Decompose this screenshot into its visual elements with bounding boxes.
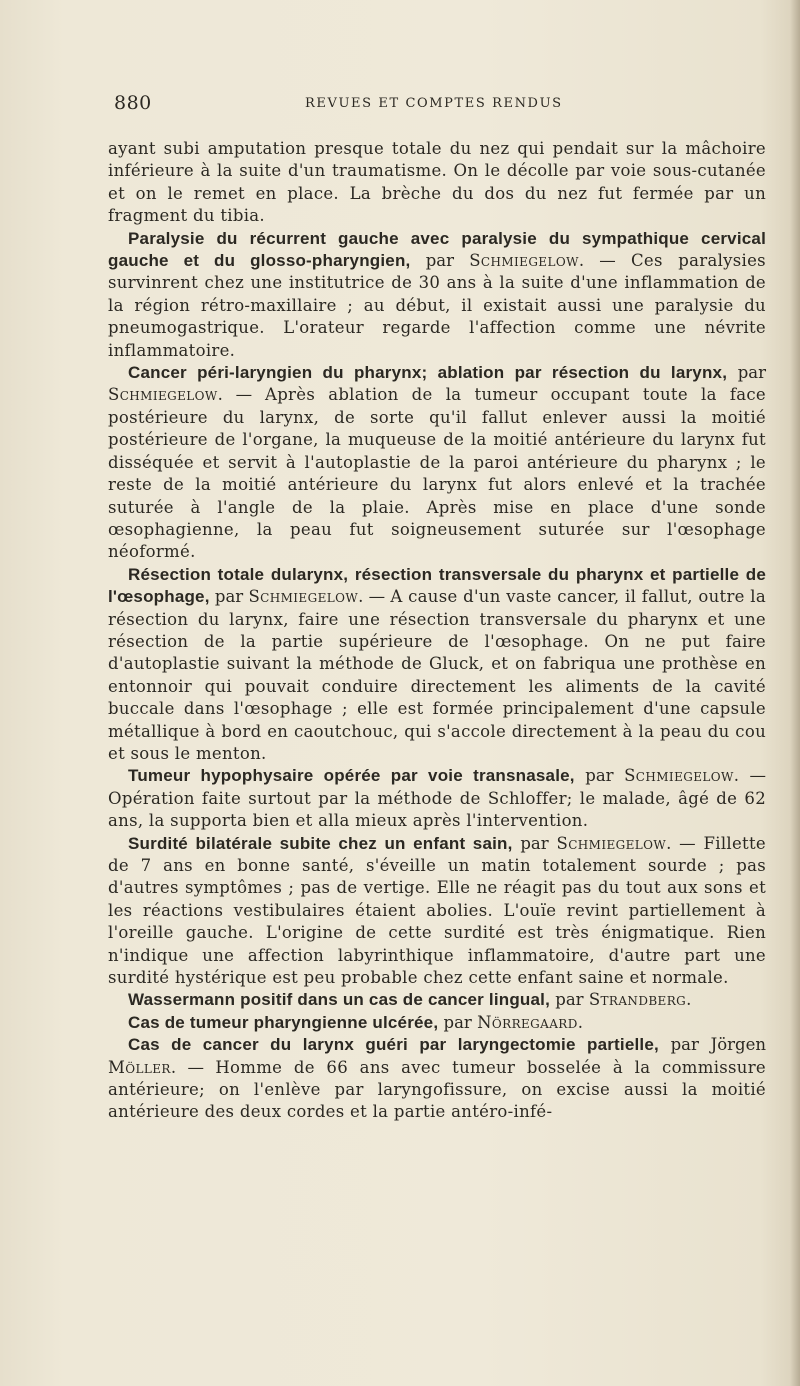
- separator: [575, 766, 586, 785]
- entry-author: Schmiegelow: [469, 251, 579, 271]
- report-entry: [108, 989, 766, 1011]
- entry-dash: . —: [358, 587, 391, 607]
- entry-text: ayant subi amputation presque totale du nez qui pendait sur la mâchoire inférieure à la suite d'un traumatisme. On le décolle par voie sous-cutanée et on le remet en place. La brèche du dos du nez fut fermée par un fragment du tibia.: [108, 139, 766, 226]
- entry-text: Opération faite surtout par la méthode de Schloffer; le malade, âgé de 62 ans, la supporta bien et alla mieux après l'intervention.: [108, 788, 766, 831]
- report-entry: [108, 833, 766, 990]
- entry-title: Cancer péri-laryngien du pharynx; ablation par résection du larynx,: [128, 363, 728, 383]
- entry-text: Fillette de 7 ans en bonne santé, s'éveille un matin totalement sourde ; pas d'autres symptômes ; pas de vertige. Elle ne réagit pas du tout aux sons et les réactions vestibulaires étaient abolies. L'ouïe revint partiellement à l'oreille gauche. L'origine de cette surdité est très énigmatique. Rien n'indique une affection labyrinthique inflammatoire, d'autre part une surdité hystérique est peu probable chez cette enfant saine et normale.: [108, 833, 766, 988]
- page-edge-shadow: [790, 0, 800, 1386]
- entry-title: Cas de tumeur pharyngienne ulcérée,: [128, 1012, 439, 1032]
- entry-text: Homme de 66 ans avec tumeur bosselée à la commissure antérieure; on l'enlève par laryngofissure, on excise aussi la moitié antérieure des deux cordes et la partie antéro-infé-: [108, 1057, 766, 1122]
- by-label: par Jörgen: [670, 1035, 766, 1055]
- continuation-paragraph: [108, 138, 766, 228]
- entry-dash: . —: [170, 1057, 216, 1077]
- entry-author: Schmiegelow: [556, 833, 667, 853]
- report-entry: [108, 564, 766, 766]
- entry-title: Wassermann positif dans un cas de cancer lingual,: [128, 990, 551, 1010]
- report-entry: [108, 765, 766, 832]
- entry-author: Schmiegelow: [108, 385, 218, 405]
- entry-text: Après ablation de la tumeur occupant toute la face postérieure du larynx, de sorte qu'il fallut enlever aussi la moitié postérieure de l'organe, la muqueuse de la moitié antérieure du larynx fut disséquée et servit à l'autoplastie de la paroi antérieure du pharynx ; le reste de la moitié antérieure du larynx fut alors enlevé et la trachée suturée à l'angle de la plaie. Après mise en place d'une sonde œsophagienne, la peau fut soigneusement suturée sur l'œsophage néoformé.: [108, 385, 766, 562]
- by-label: par: [425, 251, 470, 271]
- entry-author: Strandberg: [588, 990, 687, 1010]
- entry-dash: . —: [217, 385, 265, 405]
- separator: [410, 251, 425, 270]
- entry-title: Tumeur hypophysaire opérée par voie transnasale,: [128, 766, 575, 786]
- entry-title: Paralysie du récurrent gauche avec paralysie du sympathique cervical gauche et du glosso-pharyngien,: [108, 228, 766, 271]
- entry-dash: . —: [666, 833, 704, 853]
- report-entry: [108, 228, 766, 362]
- entry-text: A cause d'un vaste cancer, il fallut, outre la résection du larynx, faire une résection transversale du pharynx et une résection de la partie supérieure de l'œsophage. On ne put faire d'autoplastie suivant la méthode de Gluck, et on fabriqua une prothèse en entonnoir qui pouvait conduire directement les aliments de la cavité buccale dans l'œsophage ; elle est formée principalement d'une capsule métallique à bord en caoutchouc, qui s'accole directement à la peau du cou et sous le menton.: [108, 587, 766, 763]
- separator: [659, 1035, 671, 1054]
- running-head: [108, 92, 768, 118]
- by-label: par: [737, 363, 766, 383]
- report-entry: [108, 1012, 766, 1034]
- page-number: 880: [114, 92, 152, 114]
- entry-author: Nörregaard: [477, 1012, 578, 1032]
- entry-author: Schmiegelow: [248, 587, 359, 607]
- entry-title: Cas de cancer du larynx guéri par laryngectomie partielle,: [128, 1035, 659, 1055]
- text-column: [108, 138, 766, 1124]
- entry-dash: . —: [578, 251, 631, 271]
- by-label: par: [443, 1012, 478, 1032]
- by-label: par: [555, 990, 589, 1010]
- by-label: par: [214, 587, 249, 607]
- entry-title: Surdité bilatérale subite chez un enfant sain,: [128, 833, 513, 853]
- by-label: par: [520, 833, 557, 853]
- separator: [727, 363, 738, 382]
- journal-title: REVUES ET COMPTES RENDUS: [305, 96, 563, 111]
- report-entry: [108, 1034, 766, 1124]
- entry-author: Schmiegelow: [624, 766, 734, 786]
- report-entry: [108, 362, 766, 564]
- entry-title: Résection totale dularynx, résection transversale du pharynx et partielle de l'œsophage,: [108, 564, 766, 607]
- by-label: par: [585, 766, 625, 786]
- entry-author: Möller: [108, 1057, 171, 1077]
- entry-dash: . —: [733, 766, 766, 786]
- entry-dash: .: [686, 990, 692, 1010]
- entry-dash: .: [577, 1012, 583, 1032]
- entry-text: Ces paralysies survinrent chez une institutrice de 30 ans à la suite d'une inflammation de la région rétro-maxillaire ; au début, il existait aussi une paralysie du pneumogastrique. L'orateur regarde l'affection comme une névrite inflammatoire.: [108, 251, 766, 360]
